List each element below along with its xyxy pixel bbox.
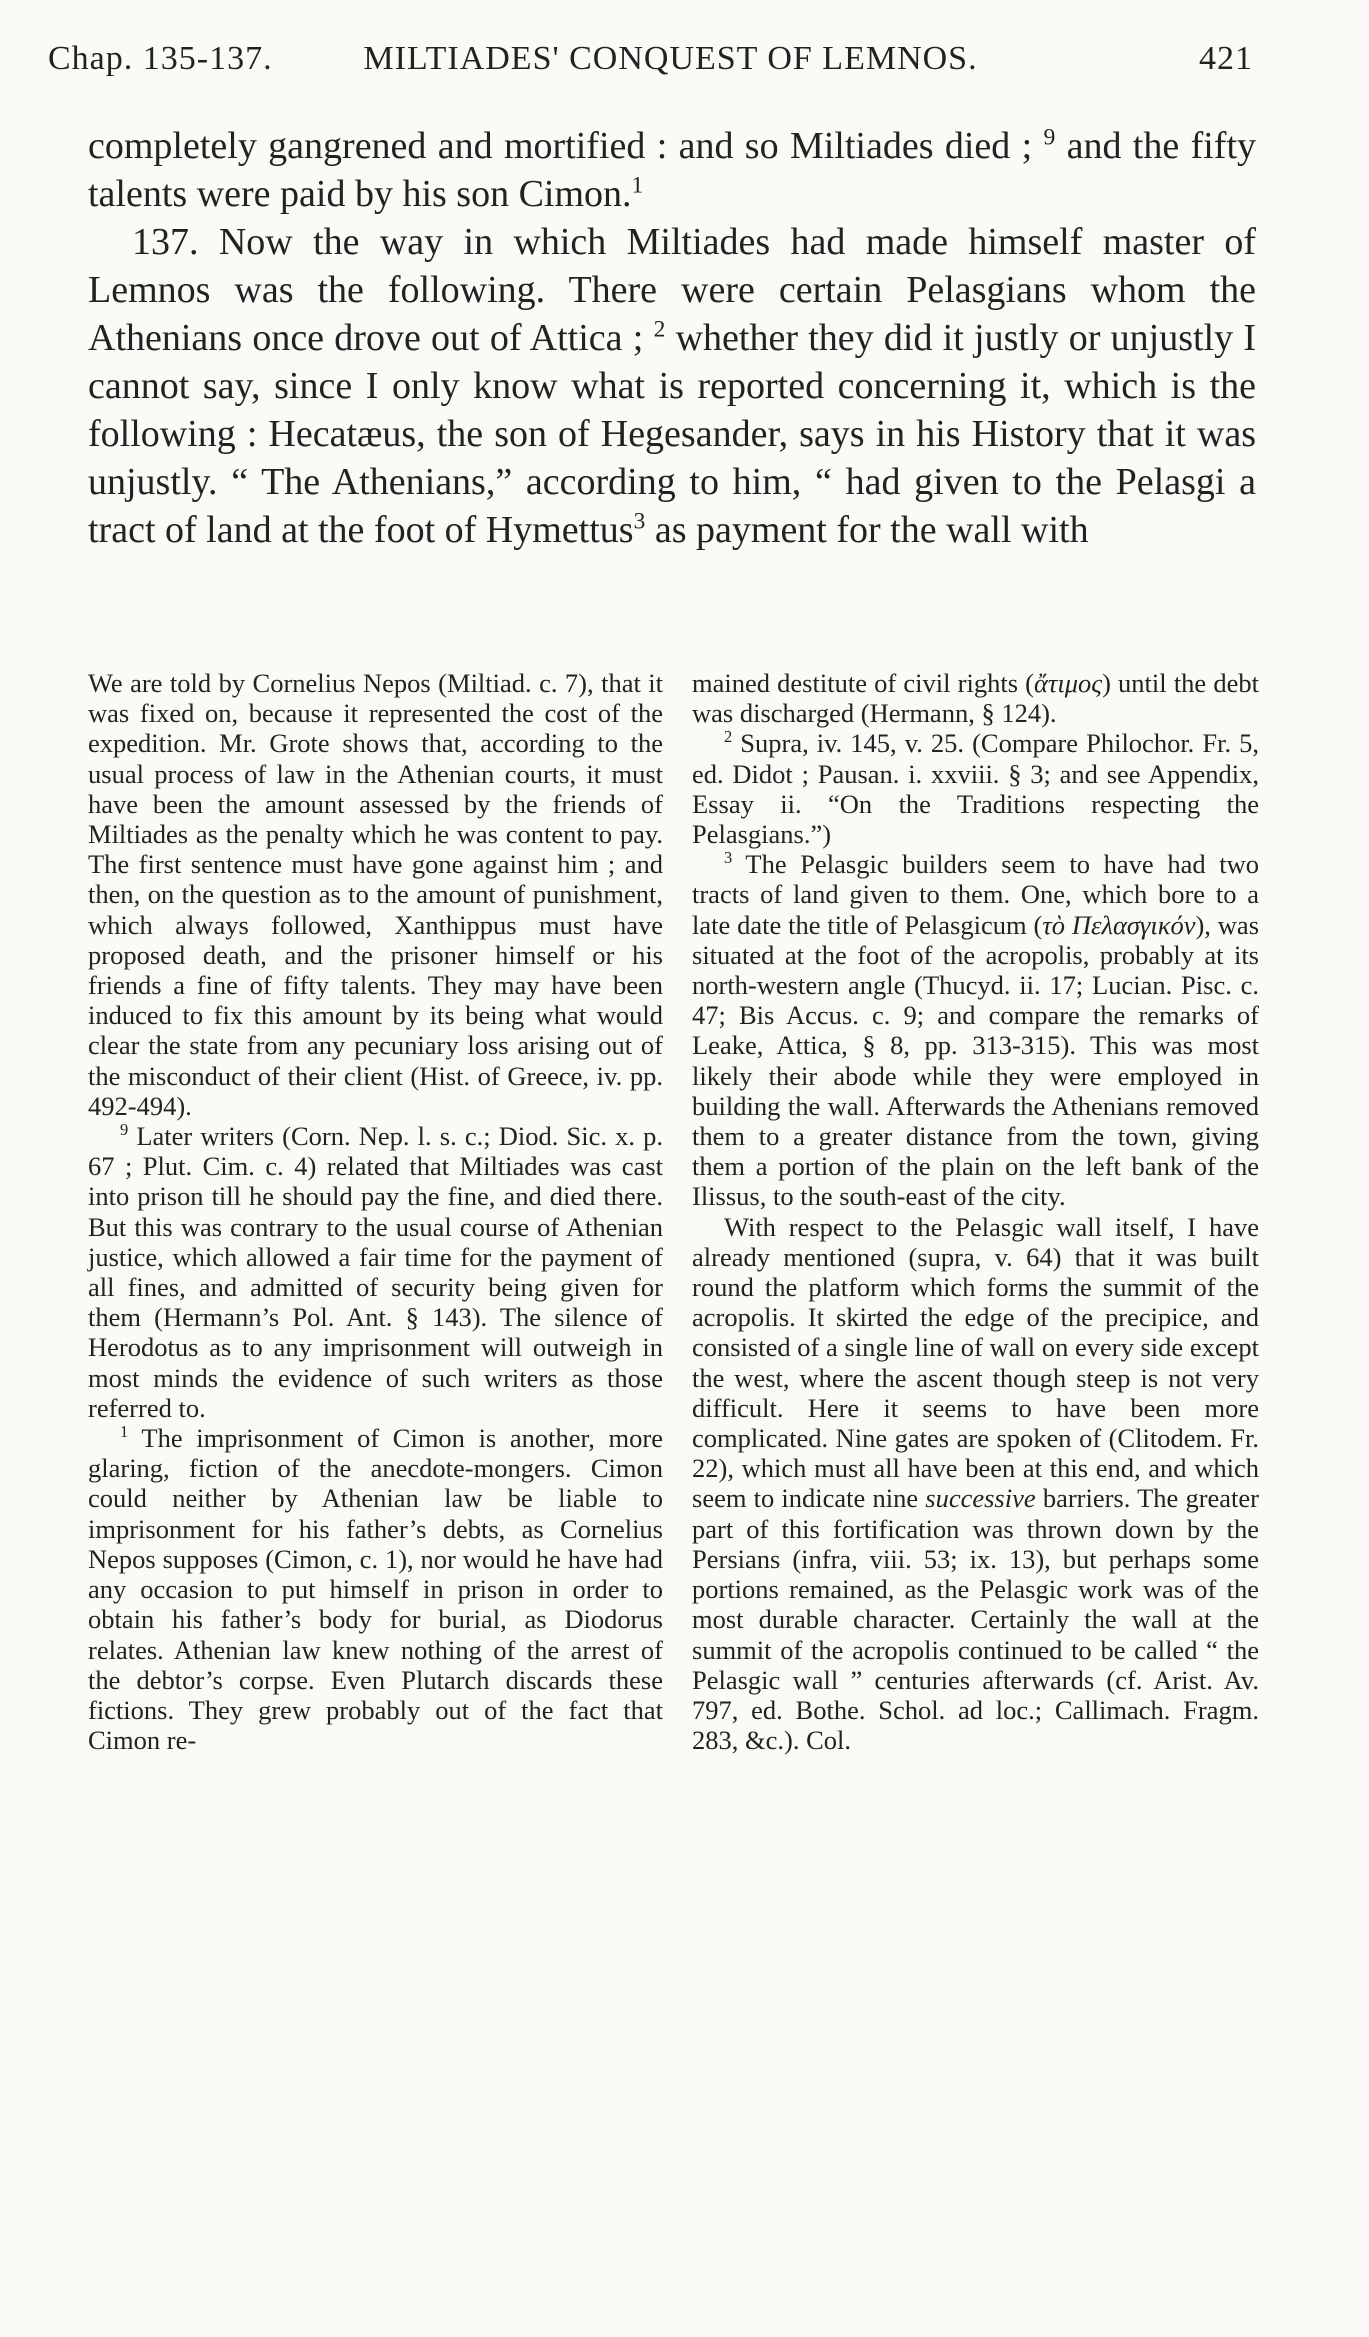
running-title: MILTIADES' CONQUEST OF LEMNOS. <box>363 40 978 77</box>
greek-term: ἄτιμος <box>1034 668 1103 698</box>
footnote-1: $^1$ The imprisonment of Cimon is another, more glaring, fiction of the anecdote-mongers. Cimon could neither by Athenian law be liable to imprisonment for his father’s debts, as Cornelius Nepos supposes (Cimon, c. 1), nor would he have had any occasion to put himself in prison in order to obtain his father’s body for burial, as Diodorus relates. Athenian law knew nothing of the arrest of the debtor’s corpse. Even Plutarch discards these fictions. They grew probably out of the fact that Cimon re- <box>88 1422 663 1756</box>
footnote-ref-9: 9 <box>1043 124 1056 151</box>
running-header <box>48 40 1253 90</box>
footnote-ref-3: 3 <box>633 508 646 535</box>
footnotes-right-column <box>692 668 1259 1755</box>
footnote-continued: We are told by Cornelius Nepos (Miltiad. c. 7), that it was fixed on, because it represented the cost of the expedition. Mr. Grote shows that, according to the usual process of law in the Athenian courts, it must have been the amount assessed by the friends of Miltiades as the penalty which he was content to pay. The first sentence must have gone against him ; and then, on the question as to the amount of punishment, which always followed, Xanthippus must have proposed death, and the prisoner himself or his friends a fine of fifty talents. They may have been induced to fix this amount by its being what would clear the state from any pecuniary loss arising out of the misconduct of their client (Hist. of Greece, iv. pp. 492-494). <box>88 668 663 1121</box>
footnote-ref-2: 2 <box>653 316 666 343</box>
footnote-1-continued: mained destitute of civil rights (ἄτιμος) until the debt was discharged (Hermann, § 124). <box>692 668 1259 729</box>
footnote-3-paragraph-2: With respect to the Pelasgic wall itself, I have already mentioned (supra, v. 64) that it was built round the platform which forms the summit of the acropolis. It skirted the edge of the precipice, and consisted of a single line of wall on every side except the west, where the ascent though steep is not very difficult. Here it seems to have been more complicated. Nine gates are spoken of (Clitodem. Fr. 22), which must all have been at this end, and which seem to indicate nine successive barriers. The greater part of this fortification was thrown down by the Persians (infra, viii. 53; ix. 13), but perhaps some portions remained, as the Pelasgic work was of the most durable character. Certainly the wall at the summit of the acropolis continued to be called “ the Pelasgic wall ” centuries afterwards (cf. Arist. Av. 797, ed. Bothe. Schol. ad loc.; Callimach. Fragm. 283, &c.). Col. <box>692 1211 1259 1756</box>
page-number: 421 <box>1199 40 1253 77</box>
main-paragraph-137: 137. Now the way in which Miltiades had made himself master of Lemnos was the following. There were certain Pelasgians whom the Athenians once drove out of Attica ; $^2$ whether they did it justly or unjustly I cannot say, since I only know what is reported concerning it, which is the following : Hecatæus, the son of Hegesander, says in his History that it was unjustly. “ The Athenians,” according to him, “ had given to the Pelasgi a tract of land at the foot of Hymettus$^3$ as payment for the wall with <box>88 221 1256 551</box>
main-paragraph-1: completely gangrened and mortified : and so Miltiades died ; $^9$ and the fifty talents were paid by his son Cimon.$^1$ <box>88 124 1256 215</box>
main-text <box>88 122 1256 554</box>
chapter-range: Chap. 135-137. <box>48 40 273 77</box>
italic-emphasis: successive <box>925 1483 1036 1514</box>
greek-term: τὸ Πελασγικόν <box>1042 909 1196 940</box>
footnote-3: $^3$ The Pelasgic builders seem to have had two tracts of land given to them. One, which bore to a late date the title of Pelasgicum (τὸ Πελασγικόν), was situated at the foot of the acropolis, probably at its north-western angle (Thucyd. ii. 17; Lucian. Pisc. c. 47; Bis Accus. c. 9; and compare the remarks of Leake, Attica, § 8, pp. 313-315). This was most likely their abode while they were employed in building the wall. Afterwards the Athenians removed them to a greater distance from the town, giving them a portion of the plain on the left bank of the Ilissus, to the south-east of the city. <box>692 848 1260 1212</box>
footnote-9: $^9$ Later writers (Corn. Nep. l. s. c.; Diod. Sic. x. p. 67 ; Plut. Cim. c. 4) related that Miltiades was cast into prison till he should pay the fine, and died there. But this was contrary to the usual course of Athenian justice, which allowed a fair time for the payment of all fines, and admitted of security being given for them (Hermann’s Pol. Ant. § 143). The silence of Herodotus as to any imprisonment will outweigh in most minds the evidence of such writers as those referred to. <box>88 1120 663 1423</box>
footnote-2: $^2$ Supra, iv. 145, v. 25. (Compare Philochor. Fr. 5, ed. Didot ; Pausan. i. xxviii. § 3; and see Appendix, Essay ii. “On the Traditions respecting the Pelasgians.”) <box>692 727 1259 850</box>
footnote-ref-1: 1 <box>631 172 644 199</box>
footnotes-left-column <box>88 668 663 1755</box>
